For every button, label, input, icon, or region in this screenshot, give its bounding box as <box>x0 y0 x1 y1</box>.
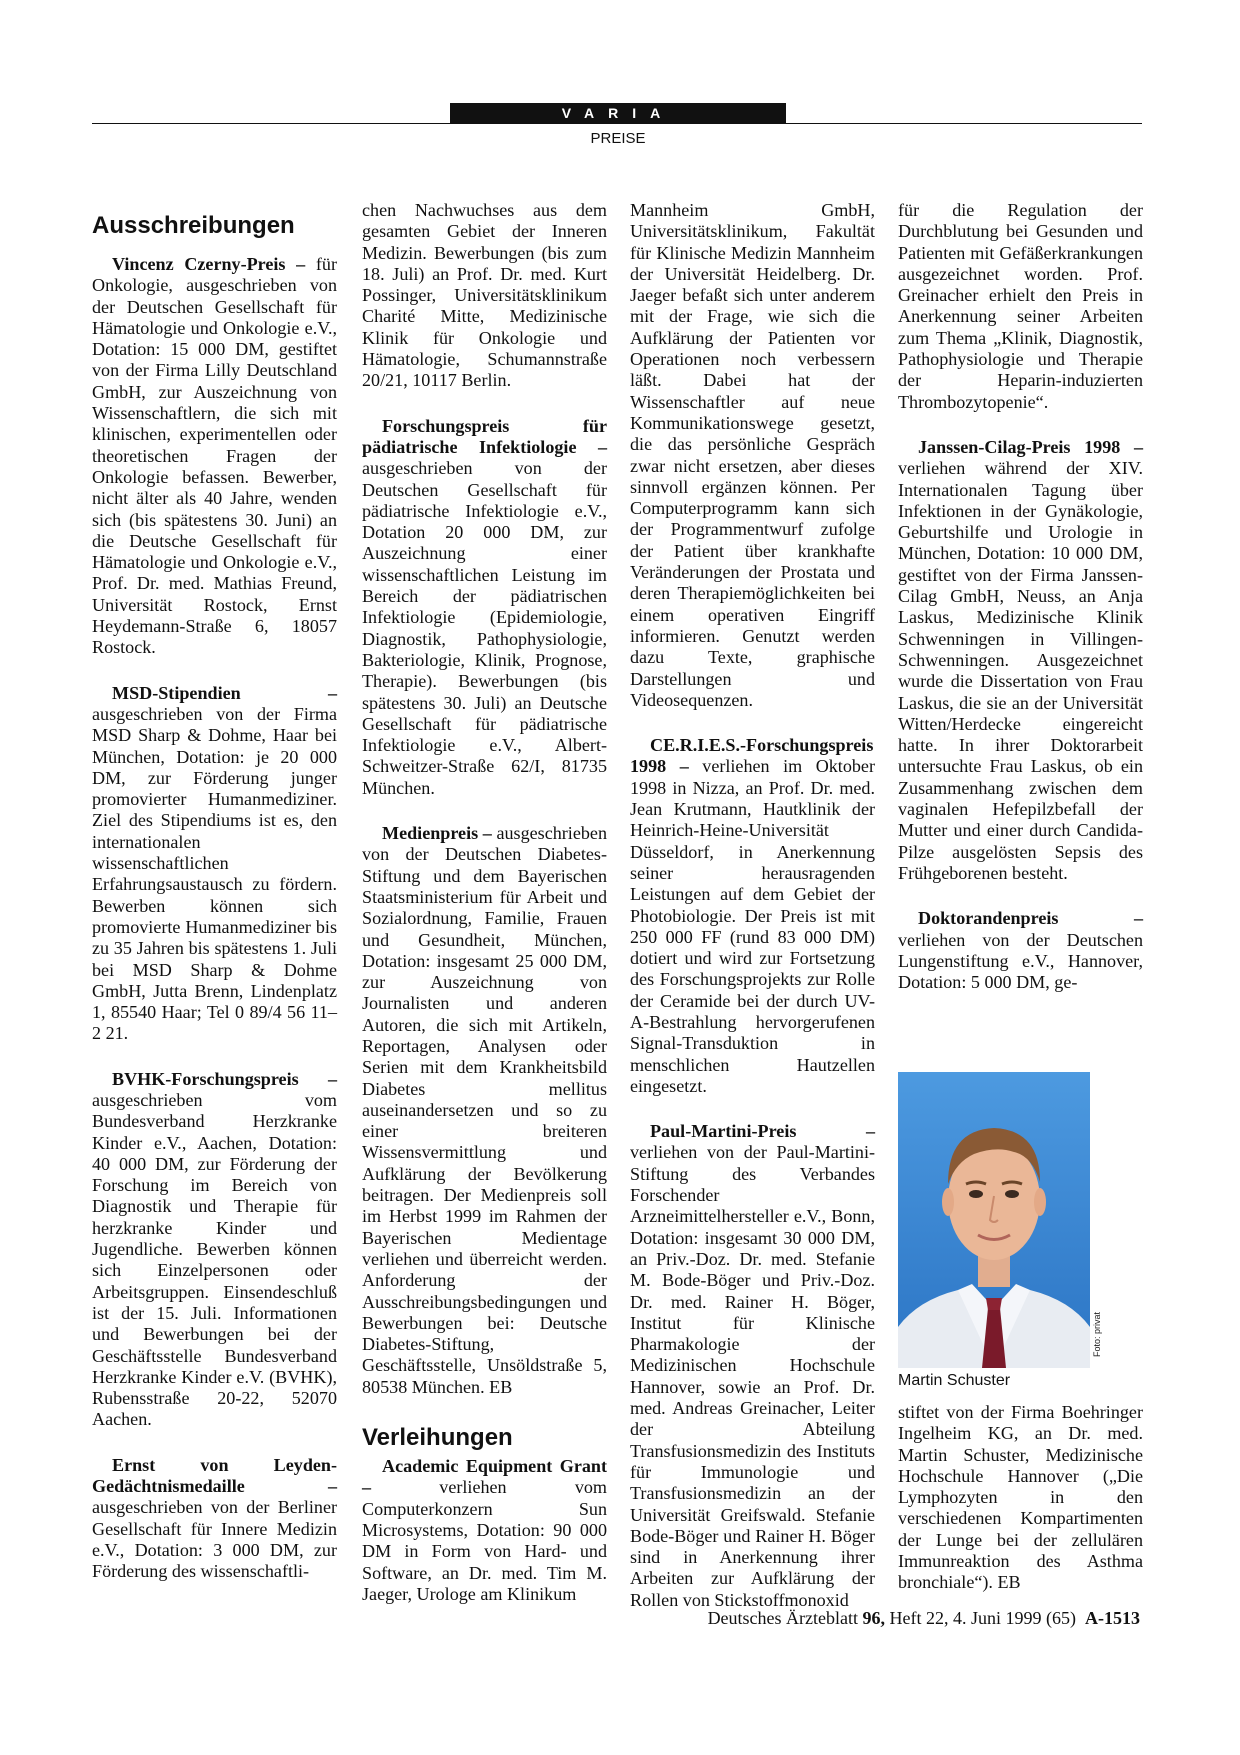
award-title: Ernst von Leyden-Gedächtnismedaille – <box>92 1454 337 1497</box>
paragraph-czerny: Vincenz Czerny-Preis – für Onkologie, ausgeschrieben von der Deutschen Gesellschaft für Hämatologie und Onkologie e.V., Dotation: 15 000 DM, gestiftet von der Firma Lilly Deutschland GmbH, zur Auszeichnung von Wissenschaftlern, die sich mit klinischen, experimentellen oder theoretischen Fragen der Onkologie befassen. Bewerber, nicht älter als 40 Jahre, wenden sich (bis spätestens 30. Juni) an die Deutsche Gesellschaft für Hämatologie und Onkologie e.V., Prof. Dr. med. Mathias Freund, Universität Rostock, Ernst Heydemann-Straße 6, 18057 Rostock. <box>92 254 337 658</box>
photo-credit: Foto: privat <box>1092 1312 1102 1358</box>
paragraph-janssen-cilag: Janssen-Cilag-Preis 1998 – verliehen während der XIV. Internationalen Tagung über Infektionen in der Gynäkologie, Geburtshilfe und Urologie in München, Dotation: 10 000 DM, gestiftet von der Firma Janssen-Cilag GmbH, Neuss, an Anja Laskus, Medizinische Klinik Schwenningen in Villingen-Schwenningen. Ausgezeichnet wurde die Dissertation von Frau Laskus, die sie an der Universität Witten/Herdecke eingereicht hatte. In ihrer Doktorarbeit untersuchte Frau Laskus, ob ein Zusammenhang zwischen dem vaginalen Hefepilzbefall der Mutter und einer durch Candida-Pilze ausgelösten Sepsis des Frühgeborenen besteht. <box>898 436 1143 883</box>
heading-verleihungen: Verleihungen <box>362 1424 513 1452</box>
award-title: Forschungspreis für pädiatrische Infektiologie – <box>362 415 607 457</box>
column-1 <box>92 212 337 1583</box>
volume-number: 96, <box>862 1608 886 1628</box>
paragraph-paul-martini-cont: für die Regulation der Durchblutung bei Gesunden und Patienten mit Gefäßerkrankungen ausgezeichnet worden. Prof. Greinacher erhielt den Preis in Anerkennung seiner Arbeiten zum Thema „Klinik, Diagnostik, Pathophysiologie und Therapie der Heparin-induzierten Thrombozytopenie“. <box>898 200 1143 412</box>
header-rule <box>92 123 1142 124</box>
column-2 <box>362 200 607 1605</box>
paragraph-leyden: Ernst von Leyden-Gedächtnismedaille – ausgeschrieben von der Berliner Gesellschaft für Innere Medizin e.V., Dotation: 3 000 DM, zur Förderung des wissenschaftli- <box>92 1454 337 1582</box>
portrait-photo <box>898 1072 1090 1368</box>
paragraph-medienpreis: Medienpreis – ausgeschrieben von der Deutschen Diabetes-Stiftung und dem Bayerischen Staatsministerium für Arbeit und Sozialordnung, Familie, Frauen und Gesundheit, München, Dotation: insgesamt 25 000 DM, zur Auszeichnung von Journalisten und anderen Autoren, die sich mit Artikeln, Reportagen, Analysen oder Serien mit dem Krankheitsbild Diabetes mellitus auseinandersetzen und so zu einer breiteren Wissensvermittlung und Aufklärung der Bevölkerung beitragen. Der Medienpreis soll im Herbst 1999 im Rahmen der Bayerischen Medientage verliehen und überreicht werden. Anforderung der Ausschreibungsbedingungen und Bewerbungen bei: Deutsche Diabetes-Stiftung, Geschäftsstelle, Unsöldstraße 5, 80538 München. EB <box>362 823 607 1397</box>
paragraph-doktorandenpreis: Doktorandenpreis – verliehen von der Deutschen Lungenstiftung e.V., Hannover, Dotation: 5 000 DM, ge- <box>898 908 1143 993</box>
award-title: BVHK-Forschungspreis – <box>112 1068 337 1089</box>
paragraph-paul-martini: Paul-Martini-Preis – verliehen von der Paul-Martini-Stiftung des Verbandes Forschender Arzneimittelhersteller e.V., Bonn, Dotation: insgesamt 30 000 DM, an Priv.-Doz. Dr. med. Stefanie M. Bode-Böger und Priv.-Doz. Dr. med. Rainer H. Böger, Institut für Klinische Pharmakologie der Medizinischen Hochschule Hannover, sowie an Prof. Dr. med. Andreas Greinacher, Leiter der Abteilung Transfusionsmedizin des Instituts für Immunologie und Transfusionsmedizin an der Universität Greifswald. Stefanie Bode-Böger und Rainer H. Böger sind in Anerkennung ihrer Arbeiten zur Aufklärung der Rollen von Stickstoffmonoxid <box>630 1121 875 1610</box>
award-title: Janssen-Cilag-Preis 1998 – <box>918 436 1143 457</box>
page-footer <box>708 1608 1140 1629</box>
section-label: PREISE <box>590 130 646 147</box>
column-3 <box>630 200 875 1611</box>
paragraph-paediatrie: Forschungspreis für pädiatrische Infektiologie – ausgeschrieben von der Deutschen Gesellschaft für pädiatrische Infektiologie e.V., Dotation 20 000 DM, zur Auszeichnung einer wissenschaftlichen Leistung im Bereich der pädiatrischen Infektiologie (Epidemiologie, Diagnostik, Pathophysiologie, Bakteriologie, Klinik, Prognose, Therapie). Bewerbungen (bis spätestens 30. Juli) an Deutsche Gesellschaft für pädiatrische Infektiologie e.V., Albert-Schweitzer-Straße 62/I, 81735 München. <box>362 415 607 798</box>
heading-ausschreibungen: Ausschreibungen <box>92 212 295 239</box>
paragraph-academic-grant: Academic Equipment Grant – verliehen vom Computerkonzern Sun Microsystems, Dotation: 90 000 DM in Form von Hard- und Software, an Dr. med. Tim M. Jaeger, Urologe am Klinikum <box>362 1456 607 1604</box>
paragraph-doktorandenpreis-cont: stiftet von der Firma Boehringer Ingelheim KG, an Dr. med. Martin Schuster, Medizinische Hochschule Hannover („Die Lymphozyten in den verschiedenen Kompartimenten der Lunge bei der zellulären Immunreaktion des Asthma bronchiale“). EB <box>898 1402 1143 1593</box>
column-4-lower <box>898 1402 1143 1594</box>
paragraph-ceries: CE.R.I.E.S.-Forschungspreis 1998 – verliehen im Oktober 1998 in Nizza, an Prof. Dr. med. Jean Krutmann, Hautklinik der Heinrich-Heine-Universität Düsseldorf, in Anerkennung seiner herausragenden Leistungen auf dem Gebiet der Photobiologie. Der Preis ist mit 250 000 FF (rund 83 000 DM) dotiert und wird zur Fortsetzung des Forschungsprojekts zur Rolle der Ceramide bei der durch UV-A-Bestrahlung hervorgerufenen Signal-Transduktion in menschlichen Hautzellen eingesetzt. <box>630 735 875 1096</box>
award-title: MSD-Stipendien – <box>112 682 337 703</box>
portrait-illustration <box>898 1072 1090 1368</box>
header-label: VARIA <box>561 105 675 121</box>
paragraph-bvhk: BVHK-Forschungspreis – ausgeschrieben vom Bundesverband Herzkranke Kinder e.V., Aachen, Dotation: 40 000 DM, zur Förderung der Forschung im Bereich von Diagnostik und Therapie für herzkranke Kinder und Jugendliche. Bewerben können sich Einzelpersonen oder Arbeitsgruppen. Einsendeschluß ist der 15. Juli. Informationen und Bewerbungen bei der Geschäftsstelle Bundesverband Herzkranke Kinder e.V. (BVHK), Rubensstraße 20-22, 52070 Aachen. <box>92 1068 337 1430</box>
paragraph-academic-grant-cont: Mannheim GmbH, Universitätsklinikum, Fakultät für Klinische Medizin Mannheim der Universität Heidelberg. Dr. Jaeger befaßt sich unter anderem mit der Frage, wie sich die Aufklärung der Patienten vor Operationen noch verbessern läßt. Dabei hat der Wissenschaftler auf neue Kommunikationswege gesetzt, die das persönliche Gespräch zwar nicht ersetzen, aber dieses sinnvoll ergänzen können. Per Computerprogramm kann sich der Programmentwurf zufolge der Patient über krankhafte Veränderungen der Prostata und deren Therapiemöglichkeiten bei einem operativen Eingriff informieren. Genutzt werden dazu Texte, graphische Darstellungen und Videosequenzen. <box>630 200 875 710</box>
journal-name: Deutsches Ärzteblatt <box>707 1608 859 1628</box>
page-number: A-1513 <box>1085 1608 1140 1628</box>
paragraph-msd: MSD-Stipendien – ausgeschrieben von der Firma MSD Sharp & Dohme, Haar bei München, Dotation: je 20 000 DM, zur Förderung junger promovierter Humanmediziner. Ziel des Stipendiums ist es, den internationalen wissenschaftlichen Erfahrungsaustausch zu fördern. Bewerben können sich promovierte Humanmediziner bis zu 35 Jahren bis spätestens 1. Juli bei MSD Sharp & Dohme GmbH, Jutta Brenn, Lindenplatz 1, 85540 Haar; Tel 0 89/4 56 11–2 21. <box>92 682 337 1044</box>
photo-caption: Martin Schuster <box>898 1372 1011 1389</box>
portrait-photo-box <box>898 1072 1110 1370</box>
paragraph-leyden-cont: chen Nachwuchses aus dem gesamten Gebiet der Inneren Medizin. Bewerbungen (bis zum 18. Juli) an Prof. Dr. med. Kurt Possinger, Universitätsklinikum Charité Mitte, Medizinische Klinik für Onkologie und Hämatologie, Schumannstraße 20/21, 10117 Berlin. <box>362 200 607 391</box>
award-title: Medienpreis – <box>382 823 492 844</box>
award-title: Vincenz Czerny-Preis – <box>112 254 306 274</box>
issue-info: Heft 22, 4. Juni 1999 (65) <box>889 1608 1076 1628</box>
award-title: Academic Equipment Grant – <box>362 1456 607 1498</box>
award-title: Paul-Martini-Preis – <box>650 1121 875 1142</box>
award-title: CE.R.I.E.S.-Forschungspreis 1998 – <box>630 735 874 777</box>
column-4 <box>898 200 1143 993</box>
award-title: Doktorandenpreis – <box>918 908 1143 929</box>
